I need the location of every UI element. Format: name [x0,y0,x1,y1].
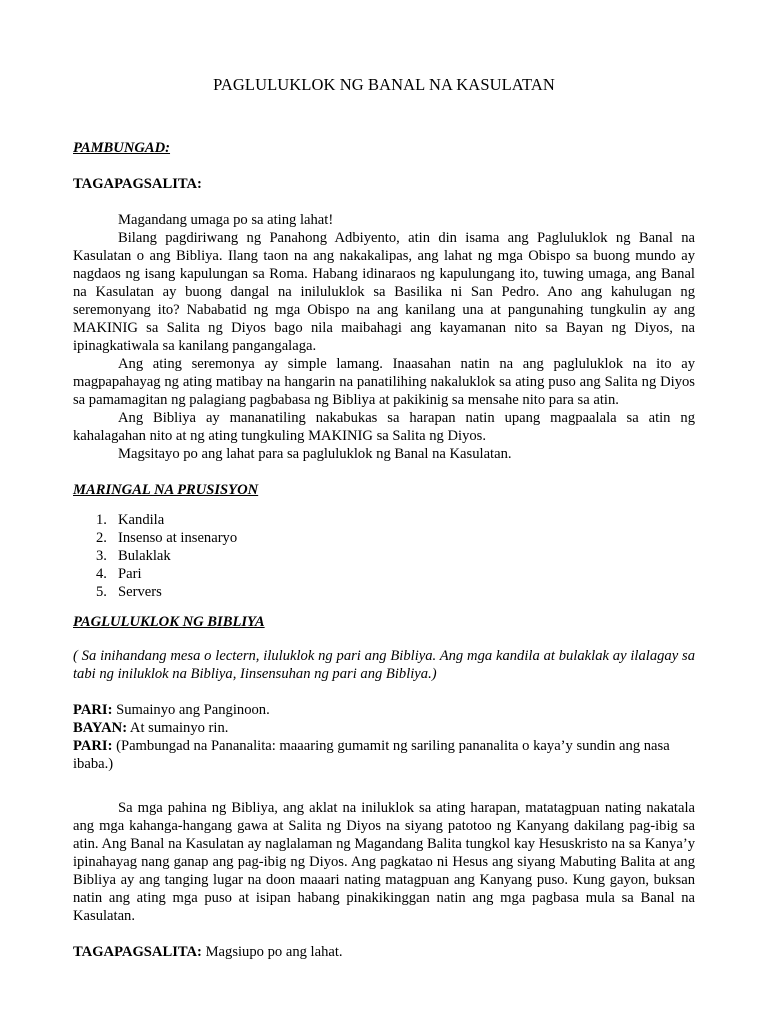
list-item-label: Pari [118,566,142,582]
list-number: 4. [96,566,107,582]
enthronement-paragraph: Sa mga pahina ng Bibliya, ang aklat na iniluklok sa ating harapan, matatagpuan nating nakatala ang mga kahanga-hangang gawa at Salita ng Diyos na siyang patotoo ng Kanyang dakilang pag-ibig sa atin. Ang Banal na Kasulatan ay naglalaman ng Magandang Balita tungkol kay Hesuskristo na sa Kanya’y ipinahayag nang ganap ang pag-ibig ng Diyos. Ang pagkatao ni Hesus ang siyang Mabuting Balita at ang Bibliya ay ang tanging lugar na doon maaari nating matagpuan ang Kanyang puso. Kung gayon, buksan natin ang ating mga puso at isipan habang pinakikinggan natin ang mga pagbasa mula sa Banal na Kasulatan. [73,800,695,924]
spacer [73,925,695,943]
list-item-label: Bulaklak [118,548,171,564]
heading-pagluluklok-bibliya: PAGLULUKLOK NG BIBLIYA [73,614,265,630]
list-number: 3. [96,548,107,564]
spacer [73,791,695,799]
list-number: 5. [96,584,107,600]
dialogue-text: Sumainyo ang Panginoon. [112,702,270,718]
closing-line [73,943,695,961]
dialogue-line [73,737,695,773]
spacer [73,193,695,211]
intro-paragraph-seremonya: Ang ating seremonya ay simple lamang. Inaasahan natin na ang pagluluklok na ito ay magpapahayag ng ating matibay na hangarin na panatilihing nakaluklok sa ating puso ang Salita ng Diyos sa pamamagitan ng palagiang pagbabasa ng Bibliya at pakikinig sa mensahe nito para sa atin. [73,356,695,408]
list-item-label: Servers [118,584,162,600]
speaker-tagapagsalita: TAGAPAGSALITA: [73,176,202,192]
speaker-pari: PARI: [73,702,113,718]
intro-greeting: Magandang umaga po sa ating lahat! [118,212,334,228]
list-item-label: Kandila [118,512,165,528]
intro-paragraph-bibliya: Ang Bibliya ay mananatiling nakabukas sa harapan natin upang magpaalala sa atin ng kahalagahan nito at ng ating tungkuling MAKINIG sa Salita ng Diyos. [73,410,695,444]
heading-pambungad: PAMBUNGAD: [73,140,171,156]
dialogue-line [73,719,695,737]
closing-text: Magsiupo po ang lahat. [201,944,343,960]
dialogue-text: At sumainyo rin. [127,720,229,736]
list-number: 2. [96,530,107,546]
list-item-label: Insenso at insenaryo [118,530,238,546]
list-item [96,565,695,583]
list-item [96,583,695,601]
spacer [73,463,695,481]
spacer [73,157,695,175]
list-number: 1. [96,512,107,528]
list-item [96,511,695,529]
speaker-tagapagsalita: TAGAPAGSALITA: [73,944,202,960]
procession-list [73,511,695,601]
intro-paragraph-magsitayo: Magsitayo po ang lahat para sa pagluluklok ng Banal na Kasulatan. [118,446,512,462]
spacer [73,683,695,701]
spacer [73,773,695,791]
list-item [96,547,695,565]
rubric-note: ( Sa inihandang mesa o lectern, iluluklok ng pari ang Bibliya. Ang mga kandila at bulaklak ay ilalagay sa tabi ng iniluklok na Bibliya, Iinsensuhan ng pari ang Bibliya.) [73,648,695,682]
spacer [73,499,695,511]
intro-paragraph-adbiyento: Bilang pagdiriwang ng Panahong Adbiyento, atin din isama ang Pagluluklok ng Banal na Kasulatan o ang Bibliya. Ilang taon na ang nakakalipas, ang lahat ng mga Obispo sa buong mundo ay nagdaos ng isang kapulungan sa Roma. Habang idinaraos ng kapulungang ito, tuwing umaga, ang Banal na Kasulatan ay buong dangal na iniluluklok sa Basilika ni San Pedro. Ano ang kahulugan ng seremonyang ito? Nababatid ng mga Obispo na ang kanilang una at pangunahing tungkulin ay ang MAKINIG sa Salita ng Diyos bago nila maibahagi ang kayamanan nito sa Bayan ng Diyos, na ipinagkatiwala sa kanilang pangangalaga. [73,230,695,354]
dialogue-text: (Pambungad na Pananalita: maaaring gumamit ng sariling pananalita o kaya’y sundin ang nasa ibaba.) [73,738,670,772]
spacer [73,601,695,613]
heading-prusisyon: MARINGAL NA PRUSISYON [73,482,259,498]
spacer [73,631,695,647]
list-item [96,529,695,547]
dialogue-line [73,701,695,719]
speaker-bayan: BAYAN: [73,720,128,736]
document-title: PAGLULUKLOK NG BANAL NA KASULATAN [213,75,555,94]
speaker-pari: PARI: [73,738,113,754]
